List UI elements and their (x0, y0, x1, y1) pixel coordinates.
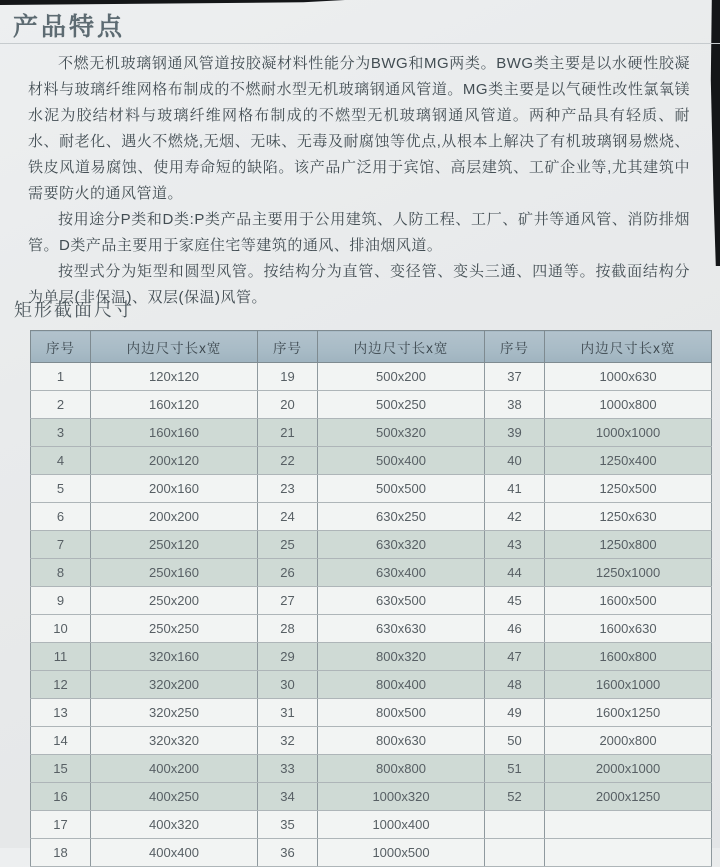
row-index-cell: 5 (31, 475, 91, 503)
row-index-cell: 19 (258, 363, 318, 391)
size-cell: 500x500 (318, 475, 485, 503)
row-index-cell: 44 (485, 559, 545, 587)
size-cell (545, 839, 712, 867)
size-cell: 1250x1000 (545, 559, 712, 587)
size-cell: 1250x400 (545, 447, 712, 475)
row-index-cell: 24 (258, 503, 318, 531)
table-row (31, 391, 712, 419)
photo-edge-top (0, 0, 345, 5)
row-index-cell: 33 (258, 755, 318, 783)
size-cell: 1600x800 (545, 643, 712, 671)
row-index-cell: 41 (485, 475, 545, 503)
row-index-cell: 14 (31, 727, 91, 755)
size-cell: 400x320 (91, 811, 258, 839)
table-row (31, 475, 712, 503)
row-index-cell: 6 (31, 503, 91, 531)
col-header-size-3: 内边尺寸长x宽 (545, 331, 712, 363)
row-index-cell: 31 (258, 699, 318, 727)
size-cell: 1600x1000 (545, 671, 712, 699)
row-index-cell: 3 (31, 419, 91, 447)
row-index-cell: 12 (31, 671, 91, 699)
table-header-row (31, 331, 712, 363)
photo-edge-right (710, 0, 720, 266)
row-index-cell: 46 (485, 615, 545, 643)
row-index-cell: 17 (31, 811, 91, 839)
table-row (31, 615, 712, 643)
size-cell: 1600x500 (545, 587, 712, 615)
row-index-cell: 18 (31, 839, 91, 867)
size-cell: 200x160 (91, 475, 258, 503)
size-cell: 400x200 (91, 755, 258, 783)
size-cell (545, 811, 712, 839)
row-index-cell: 11 (31, 643, 91, 671)
row-index-cell: 52 (485, 783, 545, 811)
table-head (31, 331, 712, 363)
table-row (31, 587, 712, 615)
size-cell: 250x200 (91, 587, 258, 615)
row-index-cell: 22 (258, 447, 318, 475)
table-row (31, 447, 712, 475)
size-cell: 1000x400 (318, 811, 485, 839)
size-cell: 250x120 (91, 531, 258, 559)
size-cell: 800x500 (318, 699, 485, 727)
row-index-cell: 27 (258, 587, 318, 615)
table-row (31, 699, 712, 727)
size-cell: 250x160 (91, 559, 258, 587)
row-index-cell: 51 (485, 755, 545, 783)
col-header-no-1: 序号 (31, 331, 91, 363)
size-cell: 630x250 (318, 503, 485, 531)
size-cell: 1000x320 (318, 783, 485, 811)
col-header-size-2: 内边尺寸长x宽 (318, 331, 485, 363)
size-cell: 160x160 (91, 419, 258, 447)
size-cell: 400x250 (91, 783, 258, 811)
size-cell: 160x120 (91, 391, 258, 419)
size-cell: 1250x800 (545, 531, 712, 559)
row-index-cell: 1 (31, 363, 91, 391)
row-index-cell: 45 (485, 587, 545, 615)
size-cell: 500x400 (318, 447, 485, 475)
size-cell: 1250x500 (545, 475, 712, 503)
row-index-cell: 42 (485, 503, 545, 531)
size-cell: 1000x800 (545, 391, 712, 419)
size-cell: 500x320 (318, 419, 485, 447)
row-index-cell: 39 (485, 419, 545, 447)
size-cell: 630x320 (318, 531, 485, 559)
page-title: 产品特点 (13, 13, 126, 41)
size-cell: 630x630 (318, 615, 485, 643)
size-cell: 1600x630 (545, 615, 712, 643)
size-cell: 2000x1000 (545, 755, 712, 783)
row-index-cell: 29 (258, 643, 318, 671)
row-index-cell: 16 (31, 783, 91, 811)
table-row (31, 671, 712, 699)
size-cell: 1000x500 (318, 839, 485, 867)
col-header-size-1: 内边尺寸长x宽 (91, 331, 258, 363)
paragraph-material-classes: 不燃无机玻璃钢通风管道按胶凝材料性能分为BWG和MG两类。BWG类主要是以水硬性胶凝材料与玻璃纤维网格布制成的不燃耐水型无机玻璃钢通风管道。MG类主要是以气硬性改性氯氧镁水泥为胶结材料与玻璃纤维网格布制成的不燃型无机玻璃钢通风管道。两种产品具有轻质、耐水、耐老化、遇火不燃烧,无烟、无味、无毒及耐腐蚀等优点,从根本上解决了有机玻璃钢易燃烧、铁皮风道易腐蚀、使用寿命短的缺陷。该产品广泛用于宾馆、高层建筑、工矿企业等,尤其建筑中需要防火的通风管道。 (28, 55, 690, 202)
size-cell: 800x800 (318, 755, 485, 783)
row-index-cell: 21 (258, 419, 318, 447)
row-index-cell: 20 (258, 391, 318, 419)
size-cell: 1600x1250 (545, 699, 712, 727)
size-cell: 800x320 (318, 643, 485, 671)
size-cell: 200x200 (91, 503, 258, 531)
size-cell: 800x630 (318, 727, 485, 755)
size-cell: 320x200 (91, 671, 258, 699)
size-cell: 320x250 (91, 699, 258, 727)
size-cell: 1000x630 (545, 363, 712, 391)
paragraph-usage-classes: 按用途分P类和D类:P类产品主要用于公用建筑、人防工程、工厂、矿井等通风管、消防排烟管。D类产品主要用于家庭住宅等建筑的通风、排油烟风道。 (28, 211, 690, 254)
table-row (31, 419, 712, 447)
size-cell: 200x120 (91, 447, 258, 475)
row-index-cell: 40 (485, 447, 545, 475)
table-row (31, 839, 712, 867)
table-row (31, 531, 712, 559)
row-index-cell: 9 (31, 587, 91, 615)
row-index-cell: 8 (31, 559, 91, 587)
row-index-cell: 47 (485, 643, 545, 671)
feature-description (28, 51, 690, 311)
row-index-cell: 36 (258, 839, 318, 867)
col-header-no-3: 序号 (485, 331, 545, 363)
section-heading-rect-sizes: 矩形截面尺寸 (14, 300, 134, 320)
row-index-cell: 32 (258, 727, 318, 755)
size-table-container (30, 330, 694, 867)
table-row (31, 727, 712, 755)
size-cell: 2000x800 (545, 727, 712, 755)
size-cell: 250x250 (91, 615, 258, 643)
row-index-cell: 37 (485, 363, 545, 391)
paragraph-shape-classes: 按型式分为矩型和圆型风管。按结构分为直管、变径管、变头三通、四通等。按截面结构分为单层(非保温)、双层(保温)风管。 (28, 263, 690, 306)
row-index-cell: 28 (258, 615, 318, 643)
table-row (31, 643, 712, 671)
row-index-cell: 35 (258, 811, 318, 839)
row-index-cell: 43 (485, 531, 545, 559)
size-cell: 400x400 (91, 839, 258, 867)
col-header-no-2: 序号 (258, 331, 318, 363)
row-index-cell: 15 (31, 755, 91, 783)
row-index-cell: 38 (485, 391, 545, 419)
row-index-cell: 10 (31, 615, 91, 643)
table-row (31, 783, 712, 811)
row-index-cell: 50 (485, 727, 545, 755)
size-cell: 1000x1000 (545, 419, 712, 447)
row-index-cell: 23 (258, 475, 318, 503)
size-cell: 2000x1250 (545, 783, 712, 811)
row-index-cell: 4 (31, 447, 91, 475)
size-cell: 800x400 (318, 671, 485, 699)
table-row (31, 811, 712, 839)
row-index-cell: 48 (485, 671, 545, 699)
row-index-cell: 26 (258, 559, 318, 587)
row-index-cell: 13 (31, 699, 91, 727)
row-index-cell: 7 (31, 531, 91, 559)
size-cell: 500x250 (318, 391, 485, 419)
size-cell: 500x200 (318, 363, 485, 391)
size-table (30, 330, 712, 867)
table-row (31, 559, 712, 587)
title-divider (0, 43, 720, 44)
size-cell: 1250x630 (545, 503, 712, 531)
row-index-cell: 2 (31, 391, 91, 419)
size-cell: 320x320 (91, 727, 258, 755)
row-index-cell: 30 (258, 671, 318, 699)
size-cell: 630x500 (318, 587, 485, 615)
table-row (31, 503, 712, 531)
table-row (31, 363, 712, 391)
row-index-cell: 49 (485, 699, 545, 727)
row-index-cell (485, 811, 545, 839)
row-index-cell: 25 (258, 531, 318, 559)
row-index-cell: 34 (258, 783, 318, 811)
size-cell: 320x160 (91, 643, 258, 671)
size-cell: 630x400 (318, 559, 485, 587)
table-body (31, 363, 712, 867)
size-cell: 120x120 (91, 363, 258, 391)
row-index-cell (485, 839, 545, 867)
table-row (31, 755, 712, 783)
